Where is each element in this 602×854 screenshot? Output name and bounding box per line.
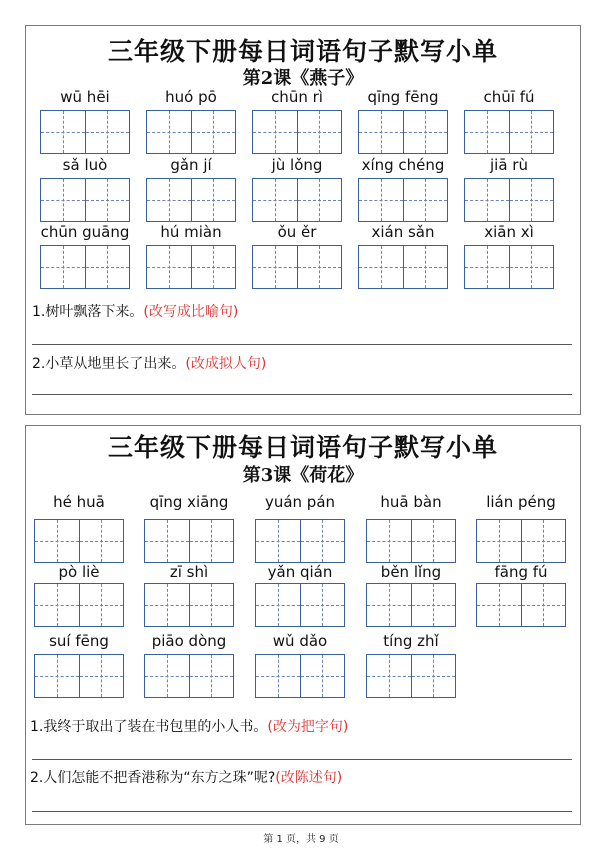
- worksheet-lesson-3: [25, 425, 581, 825]
- pinyin-label: wū hēi: [60, 88, 110, 106]
- writing-boxes[interactable]: [252, 110, 342, 154]
- writing-boxes[interactable]: [358, 178, 448, 222]
- pinyin-label: xiān xì: [484, 223, 534, 241]
- writing-boxes[interactable]: [476, 583, 566, 627]
- answer-line[interactable]: [32, 344, 572, 345]
- pinyin-label: tíng zhǐ: [383, 632, 439, 650]
- lesson-subtitle: 第3课《荷花》: [242, 465, 364, 486]
- writing-boxes[interactable]: [464, 245, 554, 289]
- rewrite-instruction: (改陈述句): [275, 770, 343, 786]
- pinyin-label: qīng fēng: [367, 88, 439, 106]
- writing-boxes[interactable]: [40, 178, 130, 222]
- sentence-task: [30, 767, 342, 787]
- sentence-task: [30, 716, 348, 736]
- pinyin-label: xíng chéng: [361, 156, 445, 174]
- pinyin-label: sǎ luò: [62, 156, 108, 174]
- pinyin-label: chūn rì: [271, 88, 323, 106]
- worksheet-lesson-2: [25, 25, 581, 415]
- writing-boxes[interactable]: [358, 110, 448, 154]
- writing-boxes[interactable]: [144, 519, 234, 563]
- pinyin-label: yǎn qián: [267, 563, 333, 581]
- pinyin-label: jiā rù: [490, 156, 528, 174]
- writing-boxes[interactable]: [476, 519, 566, 563]
- answer-line[interactable]: [32, 811, 572, 812]
- pinyin-label: huó pō: [165, 88, 217, 106]
- pinyin-label: ǒu ěr: [277, 223, 317, 241]
- writing-boxes[interactable]: [358, 245, 448, 289]
- sentence-task: [32, 301, 238, 321]
- sentence-text: 1.我终于取出了装在书包里的小人书。: [30, 719, 268, 735]
- writing-boxes[interactable]: [144, 583, 234, 627]
- pinyin-label: běn lǐng: [380, 563, 442, 581]
- answer-line[interactable]: [32, 394, 572, 395]
- sentence-text: 1.树叶飘落下来。: [32, 304, 144, 320]
- writing-boxes[interactable]: [34, 519, 124, 563]
- writing-boxes[interactable]: [464, 110, 554, 154]
- sheet-title: 三年级下册每日词语句子默写小单: [107, 433, 498, 462]
- writing-boxes[interactable]: [252, 245, 342, 289]
- pinyin-label: zī shì: [169, 563, 209, 581]
- rewrite-instruction: (改写成比喻句): [143, 304, 239, 320]
- pinyin-label: yuán pán: [264, 493, 336, 511]
- pinyin-label: fāng fú: [494, 563, 548, 581]
- writing-boxes[interactable]: [34, 654, 124, 698]
- pinyin-label: hé huā: [53, 493, 105, 511]
- writing-boxes[interactable]: [144, 654, 234, 698]
- pinyin-label: jù lǒng: [271, 156, 323, 174]
- pinyin-label: pò liè: [58, 563, 100, 581]
- writing-boxes[interactable]: [252, 178, 342, 222]
- writing-boxes[interactable]: [34, 583, 124, 627]
- writing-boxes[interactable]: [146, 110, 236, 154]
- sheet-title: 三年级下册每日词语句子默写小单: [107, 37, 498, 66]
- writing-boxes[interactable]: [255, 583, 345, 627]
- writing-boxes[interactable]: [366, 654, 456, 698]
- rewrite-instruction: (改为把字句): [267, 719, 349, 735]
- pinyin-label: suí fēng: [49, 632, 109, 650]
- pinyin-label: xián sǎn: [371, 223, 435, 241]
- pinyin-label: chūī fú: [483, 88, 535, 106]
- writing-boxes[interactable]: [40, 110, 130, 154]
- pinyin-label: qīng xiāng: [149, 493, 229, 511]
- writing-boxes[interactable]: [146, 245, 236, 289]
- writing-boxes[interactable]: [255, 519, 345, 563]
- page-footer: 第 1 页，共 9 页: [263, 834, 339, 845]
- writing-boxes[interactable]: [366, 583, 456, 627]
- pinyin-label: huā bàn: [380, 493, 442, 511]
- sentence-task: [32, 353, 266, 373]
- answer-line[interactable]: [32, 759, 572, 760]
- writing-boxes[interactable]: [40, 245, 130, 289]
- pinyin-label: piāo dòng: [151, 632, 227, 650]
- pinyin-label: gǎn jí: [170, 156, 212, 174]
- writing-boxes[interactable]: [146, 178, 236, 222]
- writing-boxes[interactable]: [464, 178, 554, 222]
- pinyin-label: hú miàn: [160, 223, 222, 241]
- writing-boxes[interactable]: [366, 519, 456, 563]
- writing-boxes[interactable]: [255, 654, 345, 698]
- sentence-text: 2.人们怎能不把香港称为“东方之珠”呢?: [30, 770, 276, 786]
- pinyin-label: wǔ dǎo: [272, 632, 328, 650]
- pinyin-label: chūn guāng: [40, 223, 130, 241]
- rewrite-instruction: (改成拟人句): [185, 356, 267, 372]
- sentence-text: 2.小草从地里长了出来。: [32, 356, 186, 372]
- lesson-subtitle: 第2课《燕子》: [242, 68, 364, 89]
- pinyin-label: lián péng: [486, 493, 556, 511]
